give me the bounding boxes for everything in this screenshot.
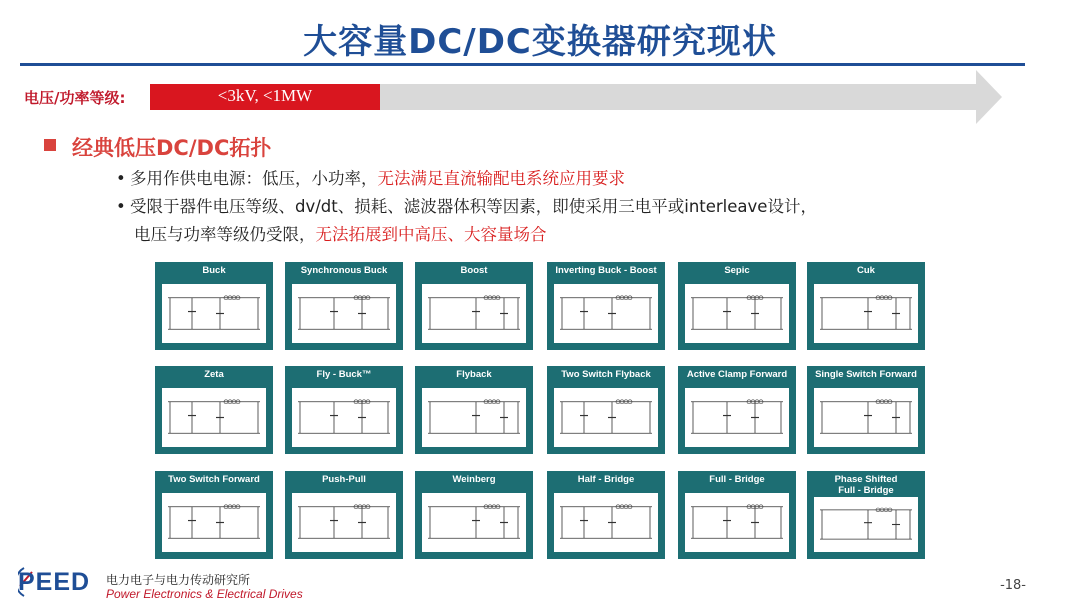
topology-card bbox=[415, 366, 533, 454]
bullet-list bbox=[116, 165, 817, 249]
topology-card bbox=[155, 366, 273, 454]
topology-name: Cuk bbox=[857, 265, 875, 276]
circuit-schematic-icon bbox=[422, 388, 526, 447]
circuit-schematic-icon bbox=[162, 388, 266, 447]
circuit-schematic-icon bbox=[554, 284, 658, 343]
topology-card bbox=[678, 262, 796, 350]
topology-card bbox=[678, 471, 796, 559]
topology-name: Full - Bridge bbox=[709, 474, 765, 485]
circuit-schematic-icon bbox=[422, 493, 526, 552]
logo-text: PEED bbox=[18, 568, 91, 596]
topology-name: Buck bbox=[202, 265, 226, 276]
topology-name: Phase Shifted Full - Bridge bbox=[834, 474, 898, 496]
topology-name: Weinberg bbox=[452, 474, 496, 485]
bullet-item: • 多用作供电电源：低压，小功率，无法满足直流输配电系统应用要求 bbox=[116, 169, 625, 188]
topology-card bbox=[807, 471, 925, 559]
topology-card bbox=[547, 262, 665, 350]
topology-name: Inverting Buck - Boost bbox=[555, 265, 657, 276]
topology-name: Half - Bridge bbox=[577, 474, 635, 485]
circuit-schematic-icon bbox=[685, 388, 789, 447]
bullet-item: • 受限于器件电压等级、dv/dt、损耗、滤波器体积等因素，即使采用三电平或interleave设计， bbox=[116, 197, 817, 216]
circuit-schematic-icon bbox=[814, 284, 918, 343]
level-label: 电压/功率等级: bbox=[24, 89, 126, 107]
section-bullet-square bbox=[44, 139, 56, 151]
topology-card bbox=[285, 262, 403, 350]
topology-name: Sepic bbox=[724, 265, 750, 276]
circuit-schematic-icon bbox=[162, 284, 266, 343]
topology-name: Two Switch Forward bbox=[168, 474, 260, 485]
topology-card bbox=[547, 366, 665, 454]
slide-title: 大容量DC/DC变换器研究现状 bbox=[303, 22, 777, 62]
topology-card bbox=[155, 262, 273, 350]
topology-name: Flyback bbox=[456, 369, 492, 380]
topology-name: Single Switch Forward bbox=[815, 369, 917, 380]
topology-name: Zeta bbox=[204, 369, 224, 380]
topology-name: Two Switch Flyback bbox=[561, 369, 651, 380]
circuit-schematic-icon bbox=[554, 493, 658, 552]
topology-name: Fly - Buck™ bbox=[316, 369, 372, 380]
topology-card bbox=[415, 262, 533, 350]
circuit-schematic-icon bbox=[292, 493, 396, 552]
level-arrow-text: <3kV, <1MW bbox=[217, 86, 313, 105]
topology-card bbox=[678, 366, 796, 454]
institute-name-cn: 电力电子与电力传动研究所 bbox=[106, 573, 251, 587]
topology-card bbox=[285, 366, 403, 454]
topology-card bbox=[547, 471, 665, 559]
topology-card bbox=[807, 262, 925, 350]
page-number: -18- bbox=[1000, 578, 1026, 593]
circuit-schematic-icon bbox=[554, 388, 658, 447]
topology-name: Active Clamp Forward bbox=[686, 369, 788, 380]
topology-card bbox=[155, 471, 273, 559]
topology-card bbox=[415, 471, 533, 559]
circuit-schematic-icon bbox=[422, 284, 526, 343]
circuit-schematic-icon bbox=[685, 493, 789, 552]
circuit-schematic-icon bbox=[814, 388, 918, 447]
topology-card bbox=[285, 471, 403, 559]
institute-name-en: Power Electronics & Electrical Drives bbox=[106, 587, 303, 601]
topology-name: Push-Pull bbox=[322, 474, 366, 485]
circuit-schematic-icon bbox=[814, 497, 918, 552]
bullet-continuation: 电压与功率等级仍受限，无法拓展到中高压、大容量场合 bbox=[134, 225, 547, 244]
circuit-schematic-icon bbox=[162, 493, 266, 552]
topology-name: Boost bbox=[460, 265, 488, 276]
circuit-schematic-icon bbox=[292, 388, 396, 447]
circuit-schematic-icon bbox=[292, 284, 396, 343]
topology-card bbox=[807, 366, 925, 454]
topology-name: Synchronous Buck bbox=[300, 265, 388, 276]
title-divider bbox=[20, 63, 1025, 66]
circuit-schematic-icon bbox=[685, 284, 789, 343]
section-title: 经典低压DC/DC拓扑 bbox=[72, 136, 272, 160]
